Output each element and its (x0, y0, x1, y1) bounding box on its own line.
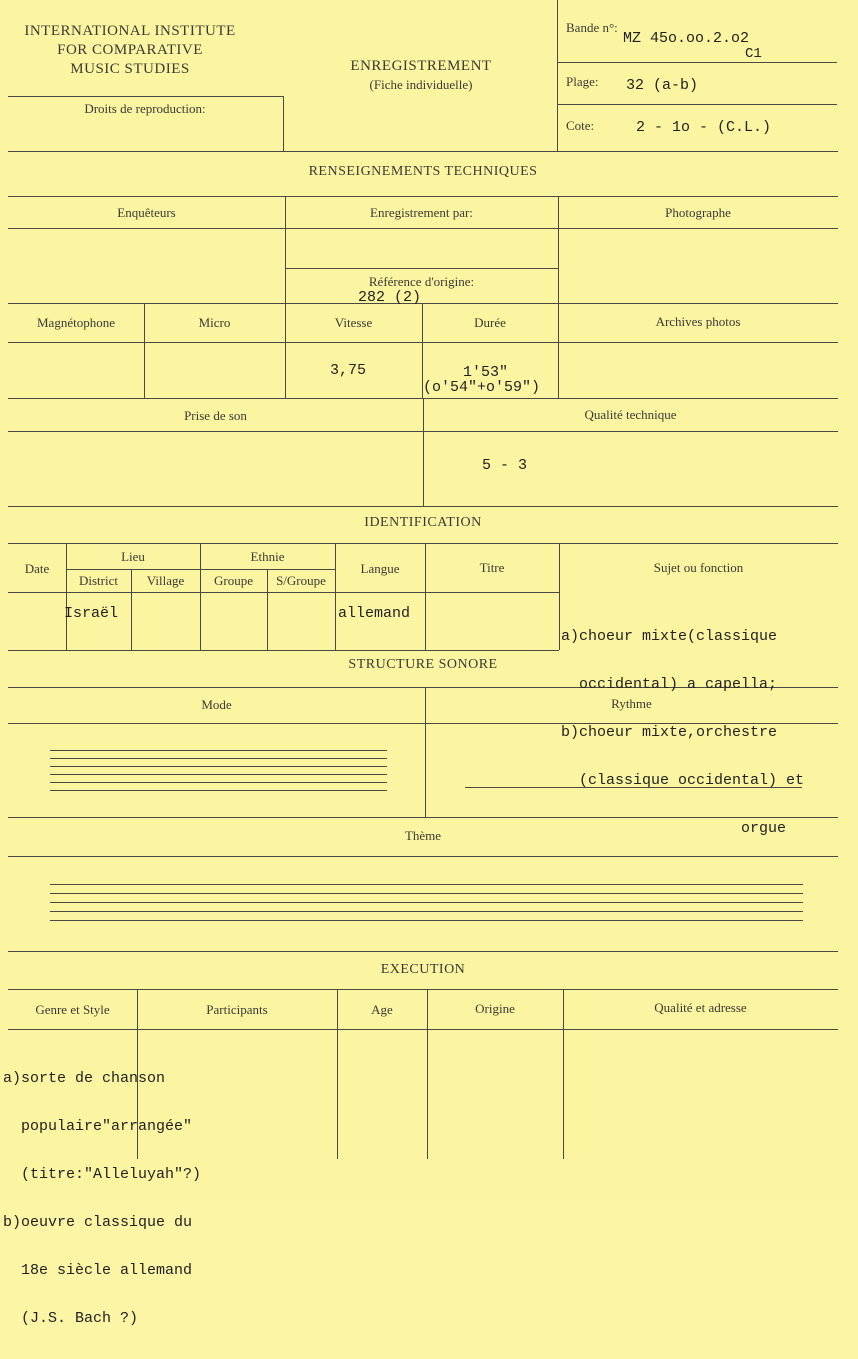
date-label: Date (24, 561, 50, 576)
cote-value: 2 - 1o - (C.L.) (636, 119, 772, 136)
ethnie-label: Ethnie (250, 549, 285, 564)
rule (50, 893, 803, 894)
bande-note: C1 (745, 46, 762, 62)
sujet-label: Sujet ou fonction (653, 560, 744, 575)
institute-name: INTERNATIONAL INSTITUTE FOR COMPARATIVE MUSIC STUDIES (24, 23, 236, 77)
divider (8, 543, 838, 544)
lieu-label: Lieu (121, 549, 145, 564)
divider (8, 650, 559, 651)
divider (8, 342, 838, 343)
divider (8, 228, 838, 229)
plage-label: Plage: (566, 74, 599, 89)
reference-value: 282 (2) (358, 289, 422, 306)
groupe-label: Groupe (214, 573, 253, 588)
qualite-technique-value: 5 - 3 (482, 457, 528, 474)
rule (50, 911, 803, 912)
mode-label: Mode (201, 697, 232, 712)
enregistrement-par-label: Enregistrement par: (370, 205, 473, 220)
qualite-technique-label: Qualité technique (584, 407, 677, 422)
divider (8, 96, 284, 97)
theme-label: Thème (404, 828, 442, 843)
rythme-label: Rythme (611, 696, 652, 711)
district-value: Israël (64, 605, 119, 622)
rule (50, 790, 387, 791)
divider (283, 96, 284, 152)
divider (8, 196, 838, 197)
form-title: ENREGISTREMENT (350, 58, 492, 74)
divider (8, 1029, 838, 1030)
rule (50, 902, 803, 903)
section-identification: IDENTIFICATION (364, 515, 482, 530)
duree-value-2: (o'54"+o'59") (423, 379, 541, 396)
age-label: Age (371, 1002, 393, 1017)
section-structure: STRUCTURE SONORE (348, 657, 498, 672)
rule (50, 750, 387, 751)
divider (558, 196, 559, 398)
langue-value: allemand (338, 605, 411, 622)
duree-value-1: 1'53" (463, 364, 509, 381)
sgroupe-label: S/Groupe (276, 573, 326, 588)
rule (50, 766, 387, 767)
genre-value: a)sorte de chanson populaire"arrangée" (titre:"Alleluyah"?) b)oeuvre classique du 18e siècle allemand (J.S. Bach ?) (3, 1070, 202, 1327)
divider (8, 506, 838, 507)
plage-value: 32 (a-b) (626, 77, 699, 94)
divider (557, 0, 558, 152)
micro-label: Micro (198, 315, 231, 330)
village-label: Village (146, 573, 185, 588)
genre-label: Genre et Style (35, 1002, 110, 1017)
droits-label: Droits de reproduction: (84, 101, 206, 116)
qualite-adresse-label: Qualité et adresse (654, 1000, 747, 1015)
divider (8, 951, 838, 952)
section-tech: RENSEIGNEMENTS TECHNIQUES (308, 164, 538, 179)
participants-label: Participants (206, 1002, 268, 1017)
divider (66, 569, 335, 570)
divider (8, 151, 838, 152)
duree-label: Durée (474, 315, 506, 330)
divider (8, 989, 838, 990)
rule (50, 920, 803, 921)
bande-value: MZ 45o.oo.2.o2 (623, 30, 750, 47)
photographe-label: Photographe (665, 205, 731, 220)
origine-label: Origine (475, 1001, 515, 1016)
reference-label: Référence d'origine: (368, 274, 475, 289)
form-subtitle: (Fiche individuelle) (369, 77, 473, 92)
divider (557, 62, 837, 63)
bande-label: Bande n°: (566, 20, 618, 35)
divider (285, 268, 558, 269)
divider (557, 104, 837, 105)
district-label: District (79, 573, 118, 588)
divider (8, 592, 559, 593)
rule (50, 782, 387, 783)
langue-label: Langue (360, 561, 400, 576)
vitesse-value: 3,75 (330, 362, 367, 379)
sujet-value: a)choeur mixte(classique occidental) a capella; b)choeur mixte,orchestre (classique occidental) et orgue (561, 628, 805, 837)
section-execution: EXECUTION (380, 962, 466, 977)
magnetophone-label: Magnétophone (37, 315, 115, 330)
rule (50, 758, 387, 759)
titre-label: Titre (479, 560, 505, 575)
archives-label: Archives photos (655, 314, 741, 329)
enqueteurs-label: Enquêteurs (117, 205, 176, 220)
prise-de-son-label: Prise de son (184, 408, 247, 423)
divider (8, 303, 838, 304)
cote-label: Cote: (566, 118, 595, 133)
divider (335, 543, 336, 650)
rule (50, 774, 387, 775)
rule (50, 884, 803, 885)
vitesse-label: Vitesse (334, 315, 373, 330)
divider (285, 196, 286, 398)
